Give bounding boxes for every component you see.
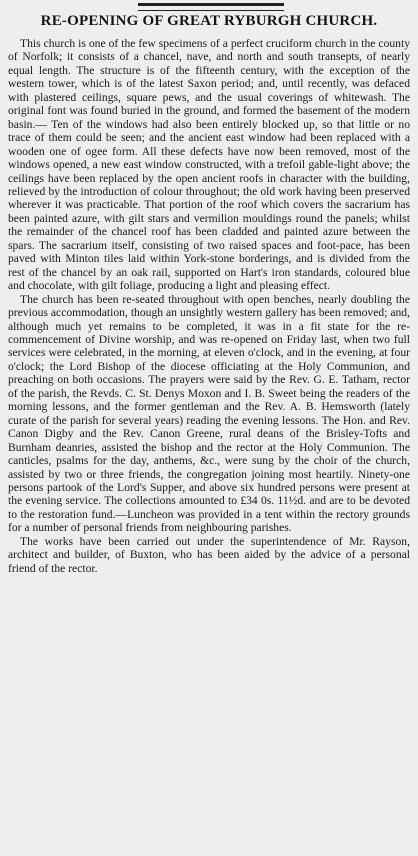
paragraph-works: The works have been carried out under the superintendence of Mr. Rayson, architect and builder, of Buxton, who has been aided by the advice of a personal friend of the rector.: [8, 534, 410, 575]
article-body: [8, 37, 410, 575]
paragraph-description: This church is one of the few specimens of a perfect cruciform church in the county of Norfolk; it consists of a chancel, nave, and north and south transepts, of nearly equal length. The structure is of the fifteenth century, with the exception of the western tower, which is of the latest Saxon period; and, until recently, was defaced with plastered ceilings, square pews, and the usual coverings of whitewash. The original font was found buried in the ground, and formed the basement of the modern basin.— Ten of the windows had also been entirely blocked up, so that little or no trace of them could be seen; and the ancient east window had been replaced with a wooden one of ogee form. All these defects have now been removed, most of the windows opened, a new east window constructed, with a trefoil gable-light above; the ceilings have been replaced by the open ancient roofs in character with the building, relieved by the introduction of colour throughout; the old work having been preserved wherever it was practicable. That portion of the roof which covers the sacrarium has been painted azure, with gilt stars and vermilion mouldings round the panels; whilst the remainder of the chancel roof has been cladded and painted azure between the spars. The sacrarium itself, consisting of two raised spaces and foot-pace, has been paved with Minton tiles laid within York-stone borderings, and is divided from the rest of the chancel by an oak rail, supported on Hart's iron standards, coloured blue and chocolate, with gilt foliage, producing a light and pleasing effect.: [8, 37, 410, 293]
paragraph-reopening: The church has been re-seated throughout with open benches, nearly doubling the previous accommodation, though an unsightly western gallery has been removed; and, although much yet remains to be completed, it was in a fit state for the re-commencement of Divine worship, and was re-opened on Friday last, when two full services were celebrated, in the morning, at eleven o'clock, and in the evening, at four o'clock; the Lord Bishop of the diocese officiating at the Holy Communion, and preaching on both occasions. The prayers were said by the Rev. G. E. Tatham, rector of the parish, the Revds. C. St. Denys Moxon and I. B. Sweet being the readers of the morning lessons, and the former gentleman and the Rev. A. B. Hemsworth (lately curate of the parish for several years) reading the evening lessons. The Hon. and Rev. Canon Digby and the Rev. Canon Greene, rural deans of the Brisley-Tofts and Burnham deanries, assisted the bishop and the rector at the Holy Communion. The canticles, psalms for the day, anthems, &c., were sung by the choir of the church, assisted by two or three friends, the congregation joining most heartily. Ninety-one persons partook of the Lord's Supper, and above six hundred persons were present at the evening service. The collections amounted to £34 0s. 11½d. and are to be devoted to the restoration fund.—Luncheon was provided in a tent within the rectory grounds for a number of personal friends from neighbouring parishes.: [8, 292, 410, 535]
article-headline: RE-OPENING OF GREAT RYBURGH CHURCH.: [40, 13, 378, 29]
decorative-rule: [138, 3, 284, 11]
